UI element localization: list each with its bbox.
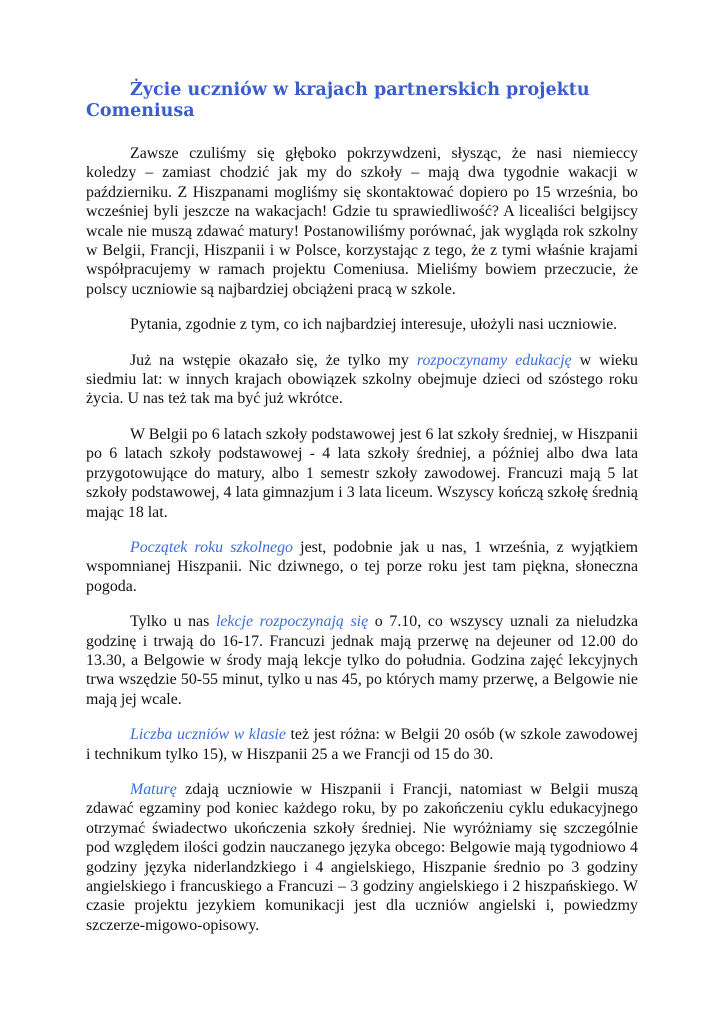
paragraph-text: też jest różna: w Belgii 20 osób (w szkole zawodowej i technikum tylko 15), w Hiszpanii 25 a we Francji od 15 do 30. [86, 726, 638, 763]
paragraph-text: zdają uczniowie w Hiszpanii i Francji, natomiast w Belgii muszą zdawać egzaminy pod koniec każdego roku, by po zakończeniu cyklu edukacyjnego otrzymać świadectwo ukończenia szkoły średniej. Nie wyróżniamy się szczególnie pod względem ilości godzin nauczanego języka obcego: Belgowie mają tygodniowo 4 godziny języka niderlandzkiego i 4 angielskiego, Hiszpanie średnio po 3 godziny angielskiego i francuskiego a Francuzi – 3 godziny angielskiego i 2 hiszpańskiego. W czasie projektu jezykiem komunikacji jest dla uczniów angielski i, powiedzmy szczerze-migowo-opisowy. [86, 780, 638, 934]
paragraph-text: o 7.10, co wszyscy uznali za nieludzka godzinę i trwają do 16-17. Francuzi jednak mają przerwę na dejeuner od 12.00 do 13.30, a Belgowie w środy mają lekcje tylko do południa. Godzina zajęć lekcyjnych trwa wszędzie 50-55 minut, tylko u nas 45, po których mamy przerwę, a Belgowie nie mają jej wcale. [86, 613, 638, 708]
highlight-matura: Maturę [130, 780, 177, 798]
document-page [86, 80, 638, 951]
title-line-2: Comeniusa [86, 101, 195, 121]
title-line-1: Życie uczniów w krajach partnerskich projektu [130, 80, 590, 100]
paragraph-intro: Zawsze czuliśmy się głęboko pokrzywdzeni, słysząc, że nasi niemieccy koledzy – zamiast chodzić jak my do szkoły – mają dwa tygodnie wakacji w październiku. Z Hiszpanami mogliśmy się skontaktować dopiero po 15 września, bo wcześniej byli jeszcze na wakacjach! Gdzie tu sprawiedliwość? A licealiści belgijscy wcale nie muszą zdawać matury! Postanowiliśmy porównać, jak wygląda rok szkolny w Belgii, Francji, Hiszpanii i w Polsce, korzystając z tego, że z tymi właśnie krajami współpracujemy w ramach projektu Comeniusa. Mieliśmy bowiem przeczucie, że polscy uczniowie są najbardziej obciążeni pracą w szkole. [86, 145, 638, 298]
paragraph-lesson-hours [86, 612, 638, 709]
highlight-school-year-start: Początek roku szkolnego [130, 538, 293, 556]
paragraph-school-year-start [86, 538, 638, 596]
paragraph-text: jest, podobnie jak u nas, 1 września, z wyjątkiem wspomnianej Hiszpanii. Nic dziwnego, o tej porze roku jest tam piękna, słoneczna pogoda. [86, 538, 638, 595]
paragraph-text: Tylko u nas [130, 613, 216, 631]
paragraph-school-age [86, 351, 638, 409]
paragraph-class-size [86, 725, 638, 764]
article-title [86, 80, 638, 122]
paragraph-final-exams [86, 780, 638, 935]
paragraph-text: Już na wstępie okazało się, że tylko my [130, 351, 417, 369]
paragraph-questions: Pytania, zgodnie z tym, co ich najbardziej interesuje, ułożyli nasi uczniowie. [130, 316, 618, 334]
highlight-class-size: Liczba uczniów w klasie [130, 726, 286, 744]
paragraph-school-system: W Belgii po 6 latach szkoły podstawowej jest 6 lat szkoły średniej, w Hiszpanii po 6 latach szkoły podstawowej - 4 lata szkoły średniej, a później albo dwa lata przygotowujące do matury, albo 1 semestr szkoły zawodowej. Francuzi mają 5 lat szkoły podstawowej, 4 lata gimnazjum i 3 lata liceum. Wszyscy kończą szkołę średnią mając 18 lat. [86, 425, 638, 521]
highlight-start-education: rozpoczynamy edukację [416, 351, 572, 369]
highlight-lessons-start: lekcje rozpoczynają się [215, 613, 369, 631]
paragraph-text: w wieku siedmiu lat: w innych krajach obowiązek szkolny obejmuje dzieci od szóstego roku życia. U nas też tak ma być już wkrótce. [86, 351, 638, 408]
